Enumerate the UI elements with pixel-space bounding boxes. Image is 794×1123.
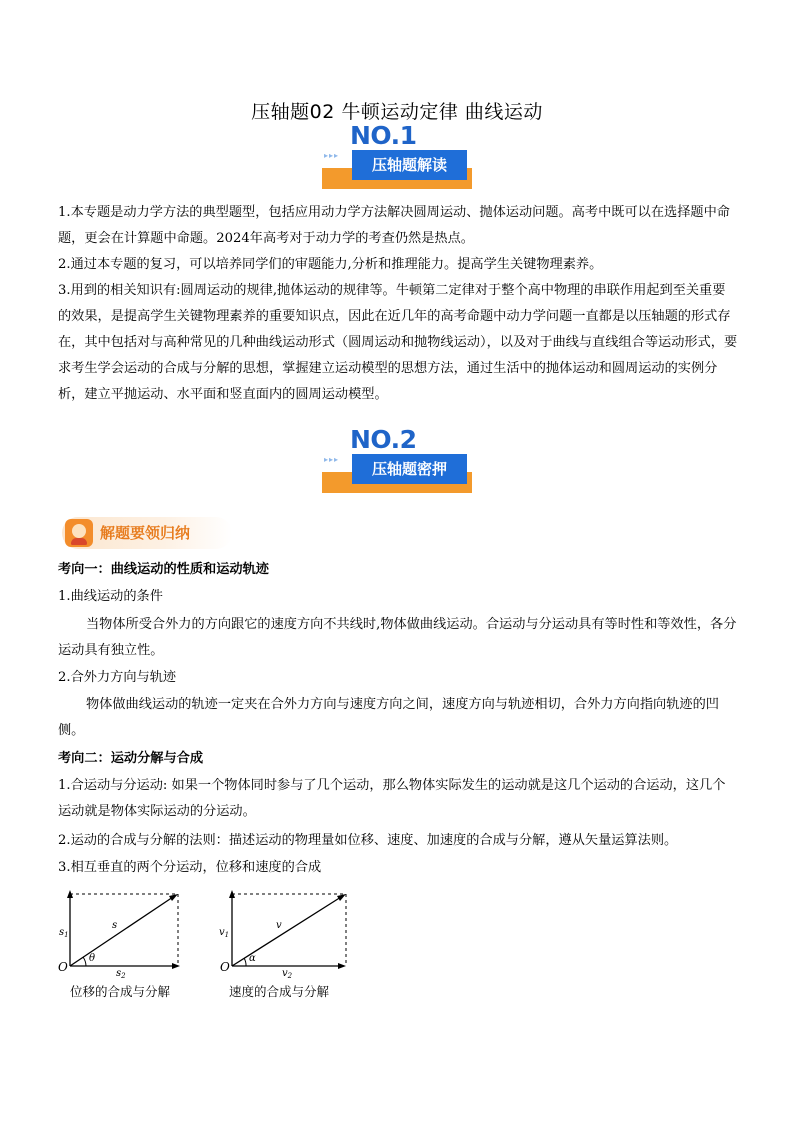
badge-number: NO.1	[350, 121, 417, 150]
diagram2-caption: 速度的合成与分解	[229, 984, 330, 999]
section-badge-1	[322, 121, 472, 192]
arrows-icon: ▸▸▸	[324, 151, 340, 160]
angle-label: θ	[89, 953, 96, 964]
kx1-sub2: 2.合外力方向与轨迹	[58, 670, 177, 685]
section-tag-label: 解题要领归纳	[100, 524, 191, 542]
kx1-sub1: 1.曲线运动的条件	[58, 589, 163, 604]
vertical-label: $s_1$	[59, 927, 69, 939]
section-badge-2	[322, 425, 472, 496]
intro-paragraph-2: 2.通过本专题的复习，可以培养同学们的审题能力,分析和推理能力。提高学生关键物理素养。	[58, 257, 603, 272]
horizontal-label: $s_2$	[116, 968, 126, 978]
kx2-p2: 2.运动的合成与分解的法则：描述运动的物理量如位移、速度、加速度的合成与分解，遵从矢量运算法则。	[58, 833, 678, 848]
horizontal-label: $v_2$	[282, 968, 293, 978]
velocity-diagram	[216, 888, 356, 978]
origin-label: O	[58, 960, 68, 974]
kx1-text2: 物体做曲线运动的轨迹一定夹在合外力方向与速度方向之间，速度方向与轨迹相切，合外力方向指向轨迹的凹侧。	[58, 697, 719, 738]
kx1-text1: 当物体所受合外力的方向跟它的速度方向不共线时,物体做曲线运动。合运动与分运动具有等时性和等效性，各分运动具有独立性。	[58, 617, 737, 658]
kx2-p3: 3.相互垂直的两个分运动，位移和速度的合成	[58, 860, 322, 875]
displacement-diagram	[56, 888, 186, 978]
kx2-p1: 1.合运动与分运动: 如果一个物体同时参与了几个运动，那么物体实际发生的运动就是这几个运动的合运动，这几个运动就是物体实际运动的分运动。	[58, 778, 726, 819]
intro-paragraph-1: 1.本专题是动力学方法的典型题型，包括应用动力学方法解决圆周运动、抛体运动问题。高考中既可以在选择题中命题，更会在计算题中命题。2024年高考对于动力学的考查仍然是热点。	[58, 205, 730, 246]
angle-label: α	[249, 953, 256, 964]
kx1-heading: 考向一：曲线运动的性质和运动轨迹	[58, 562, 269, 577]
page-title: 压轴题02 牛顿运动定律 曲线运动	[251, 101, 543, 123]
arrows-icon: ▸▸▸	[324, 455, 340, 464]
section-tag	[62, 517, 232, 549]
teacher-avatar-icon	[65, 519, 93, 547]
badge-number: NO.2	[350, 425, 417, 454]
diagonal-label: v	[276, 920, 282, 931]
badge-label: 压轴题解读	[352, 150, 467, 180]
vertical-label: $v_1$	[219, 927, 230, 939]
intro-paragraph-3: 3.用到的相关知识有:圆周运动的规律,抛体运动的规律等。牛顿第二定律对于整个高中物理的串联作用起到至关重要的效果，是提高学生关键物理素养的重要知识点，因此在近几年的高考命题中动力学问题一直都是以压轴题的形式存在，其中包括对与高种常见的几种曲线运动形式（圆周运动和抛物线运动），以及对于曲线与直线组合等运动形式，要求考生学会运动的合成与分解的思想，掌握建立运动模型的思想方法，通过生活中的抛体运动和圆周运动的实例分析，建立平抛运动、水平面和竖直面内的圆周运动模型。	[58, 283, 738, 402]
badge-label: 压轴题密押	[352, 454, 467, 484]
diagram1-caption: 位移的合成与分解	[70, 984, 171, 999]
kx2-heading: 考向二：运动分解与合成	[58, 751, 204, 766]
diagonal-label: s	[112, 920, 118, 931]
origin-label: O	[220, 960, 230, 974]
